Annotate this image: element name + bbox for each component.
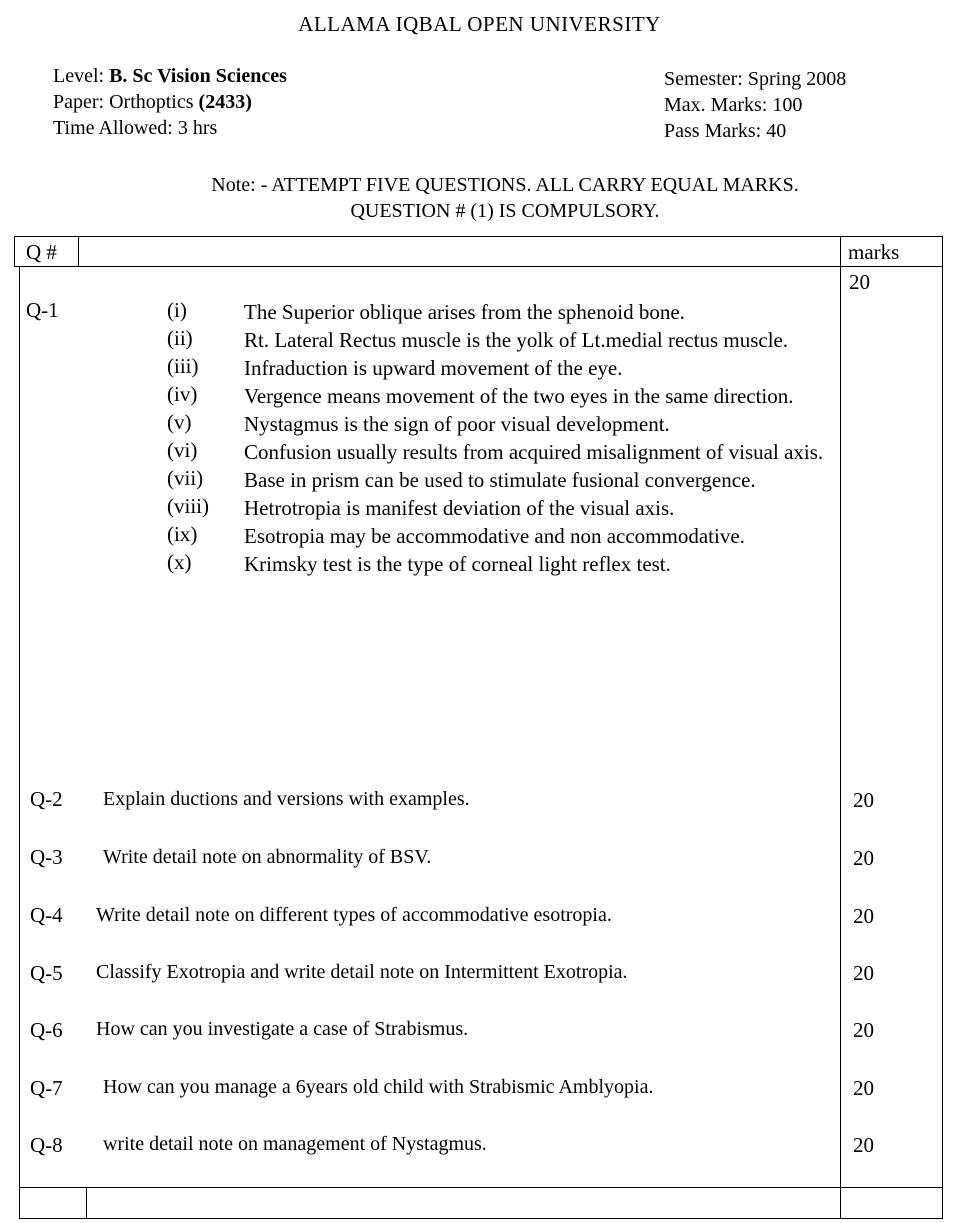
q2-number: Q-2	[30, 787, 63, 811]
q4-text: Write detail note on different types of accommodative esotropia.	[96, 904, 612, 926]
q1-item: (x) Krimsky test is the type of corneal light reflex test.	[167, 550, 671, 576]
max-marks: Max. Marks: 100	[664, 94, 803, 116]
header-marks: marks	[848, 240, 900, 264]
note-line-2: QUESTION # (1) IS COMPULSORY.	[350, 200, 660, 222]
q6-marks: 20	[853, 1018, 874, 1042]
note-line-1: Note: - ATTEMPT FIVE QUESTIONS. ALL CARRY EQUAL MARKS.	[211, 174, 799, 196]
q1-item: (vi) Confusion usually results from acquired misalignment of visual axis.	[167, 438, 824, 464]
table-footer-divider	[19, 1187, 943, 1188]
pass-marks: Pass Marks: 40	[664, 120, 787, 142]
col-divider-q-header	[78, 236, 79, 266]
instructions-note	[0, 172, 959, 224]
q3-text: Write detail note on abnormality of BSV.	[103, 846, 432, 868]
table-top-border	[14, 236, 943, 237]
q5-marks: 20	[853, 961, 874, 985]
q1-item: (i) The Superior oblique arises from the sphenoid bone.	[167, 298, 685, 324]
q2-text: Explain ductions and versions with examples.	[103, 788, 470, 810]
q1-item: (ii) Rt. Lateral Rectus muscle is the yolk of Lt.medial rectus muscle.	[167, 326, 789, 352]
table-left-border	[19, 266, 20, 1219]
table-header-divider	[14, 266, 943, 267]
q7-text: How can you manage a 6years old child with Strabismic Amblyopia.	[103, 1076, 654, 1098]
col-divider-q-footer	[86, 1187, 87, 1219]
level-value: B. Sc Vision Sciences	[109, 65, 287, 87]
q7-marks: 20	[853, 1076, 874, 1100]
table-left-border-header	[14, 236, 15, 266]
q1-item: (iii) Infraduction is upward movement of the eye.	[167, 354, 623, 380]
q1-item: (v) Nystagmus is the sign of poor visual development.	[167, 410, 670, 436]
q8-marks: 20	[853, 1133, 874, 1157]
q7-number: Q-7	[30, 1076, 63, 1100]
q1-item: (vii) Base in prism can be used to stimulate fusional convergence.	[167, 466, 756, 492]
col-divider-marks	[840, 236, 841, 1219]
q6-number: Q-6	[30, 1018, 63, 1042]
q8-text: write detail note on management of Nystagmus.	[103, 1133, 487, 1155]
paper-code: (2433)	[198, 91, 252, 113]
q4-marks: 20	[853, 904, 874, 928]
q3-marks: 20	[853, 846, 874, 870]
q4-number: Q-4	[30, 903, 63, 927]
q3-number: Q-3	[30, 845, 63, 869]
q1-item: (viii) Hetrotropia is manifest deviation of the visual axis.	[167, 494, 675, 520]
paper-line: Paper: Orthoptics (2433)	[53, 91, 252, 113]
table-bottom-border	[19, 1218, 943, 1219]
semester: Semester: Spring 2008	[664, 68, 847, 90]
q1-marks: 20	[849, 270, 870, 294]
q1-statements	[167, 298, 824, 578]
q1-number: Q-1	[26, 298, 59, 322]
table-right-border	[942, 236, 943, 1219]
q8-number: Q-8	[30, 1133, 63, 1157]
exam-info-left	[53, 63, 287, 141]
q1-item: (iv) Vergence means movement of the two eyes in the same direction.	[167, 382, 794, 408]
q5-text: Classify Exotropia and write detail note on Intermittent Exotropia.	[96, 961, 628, 983]
q1-item: (ix) Esotropia may be accommodative and non accommodative.	[167, 522, 745, 548]
time-allowed: Time Allowed: 3 hrs	[53, 117, 218, 139]
q5-number: Q-5	[30, 961, 63, 985]
level-line: Level: B. Sc Vision Sciences	[53, 65, 287, 87]
q2-marks: 20	[853, 788, 874, 812]
university-title: ALLAMA IQBAL OPEN UNIVERSITY	[298, 12, 661, 36]
header-q-number: Q #	[26, 240, 57, 264]
q6-text: How can you investigate a case of Strabismus.	[96, 1018, 469, 1040]
exam-info-right	[664, 66, 846, 144]
